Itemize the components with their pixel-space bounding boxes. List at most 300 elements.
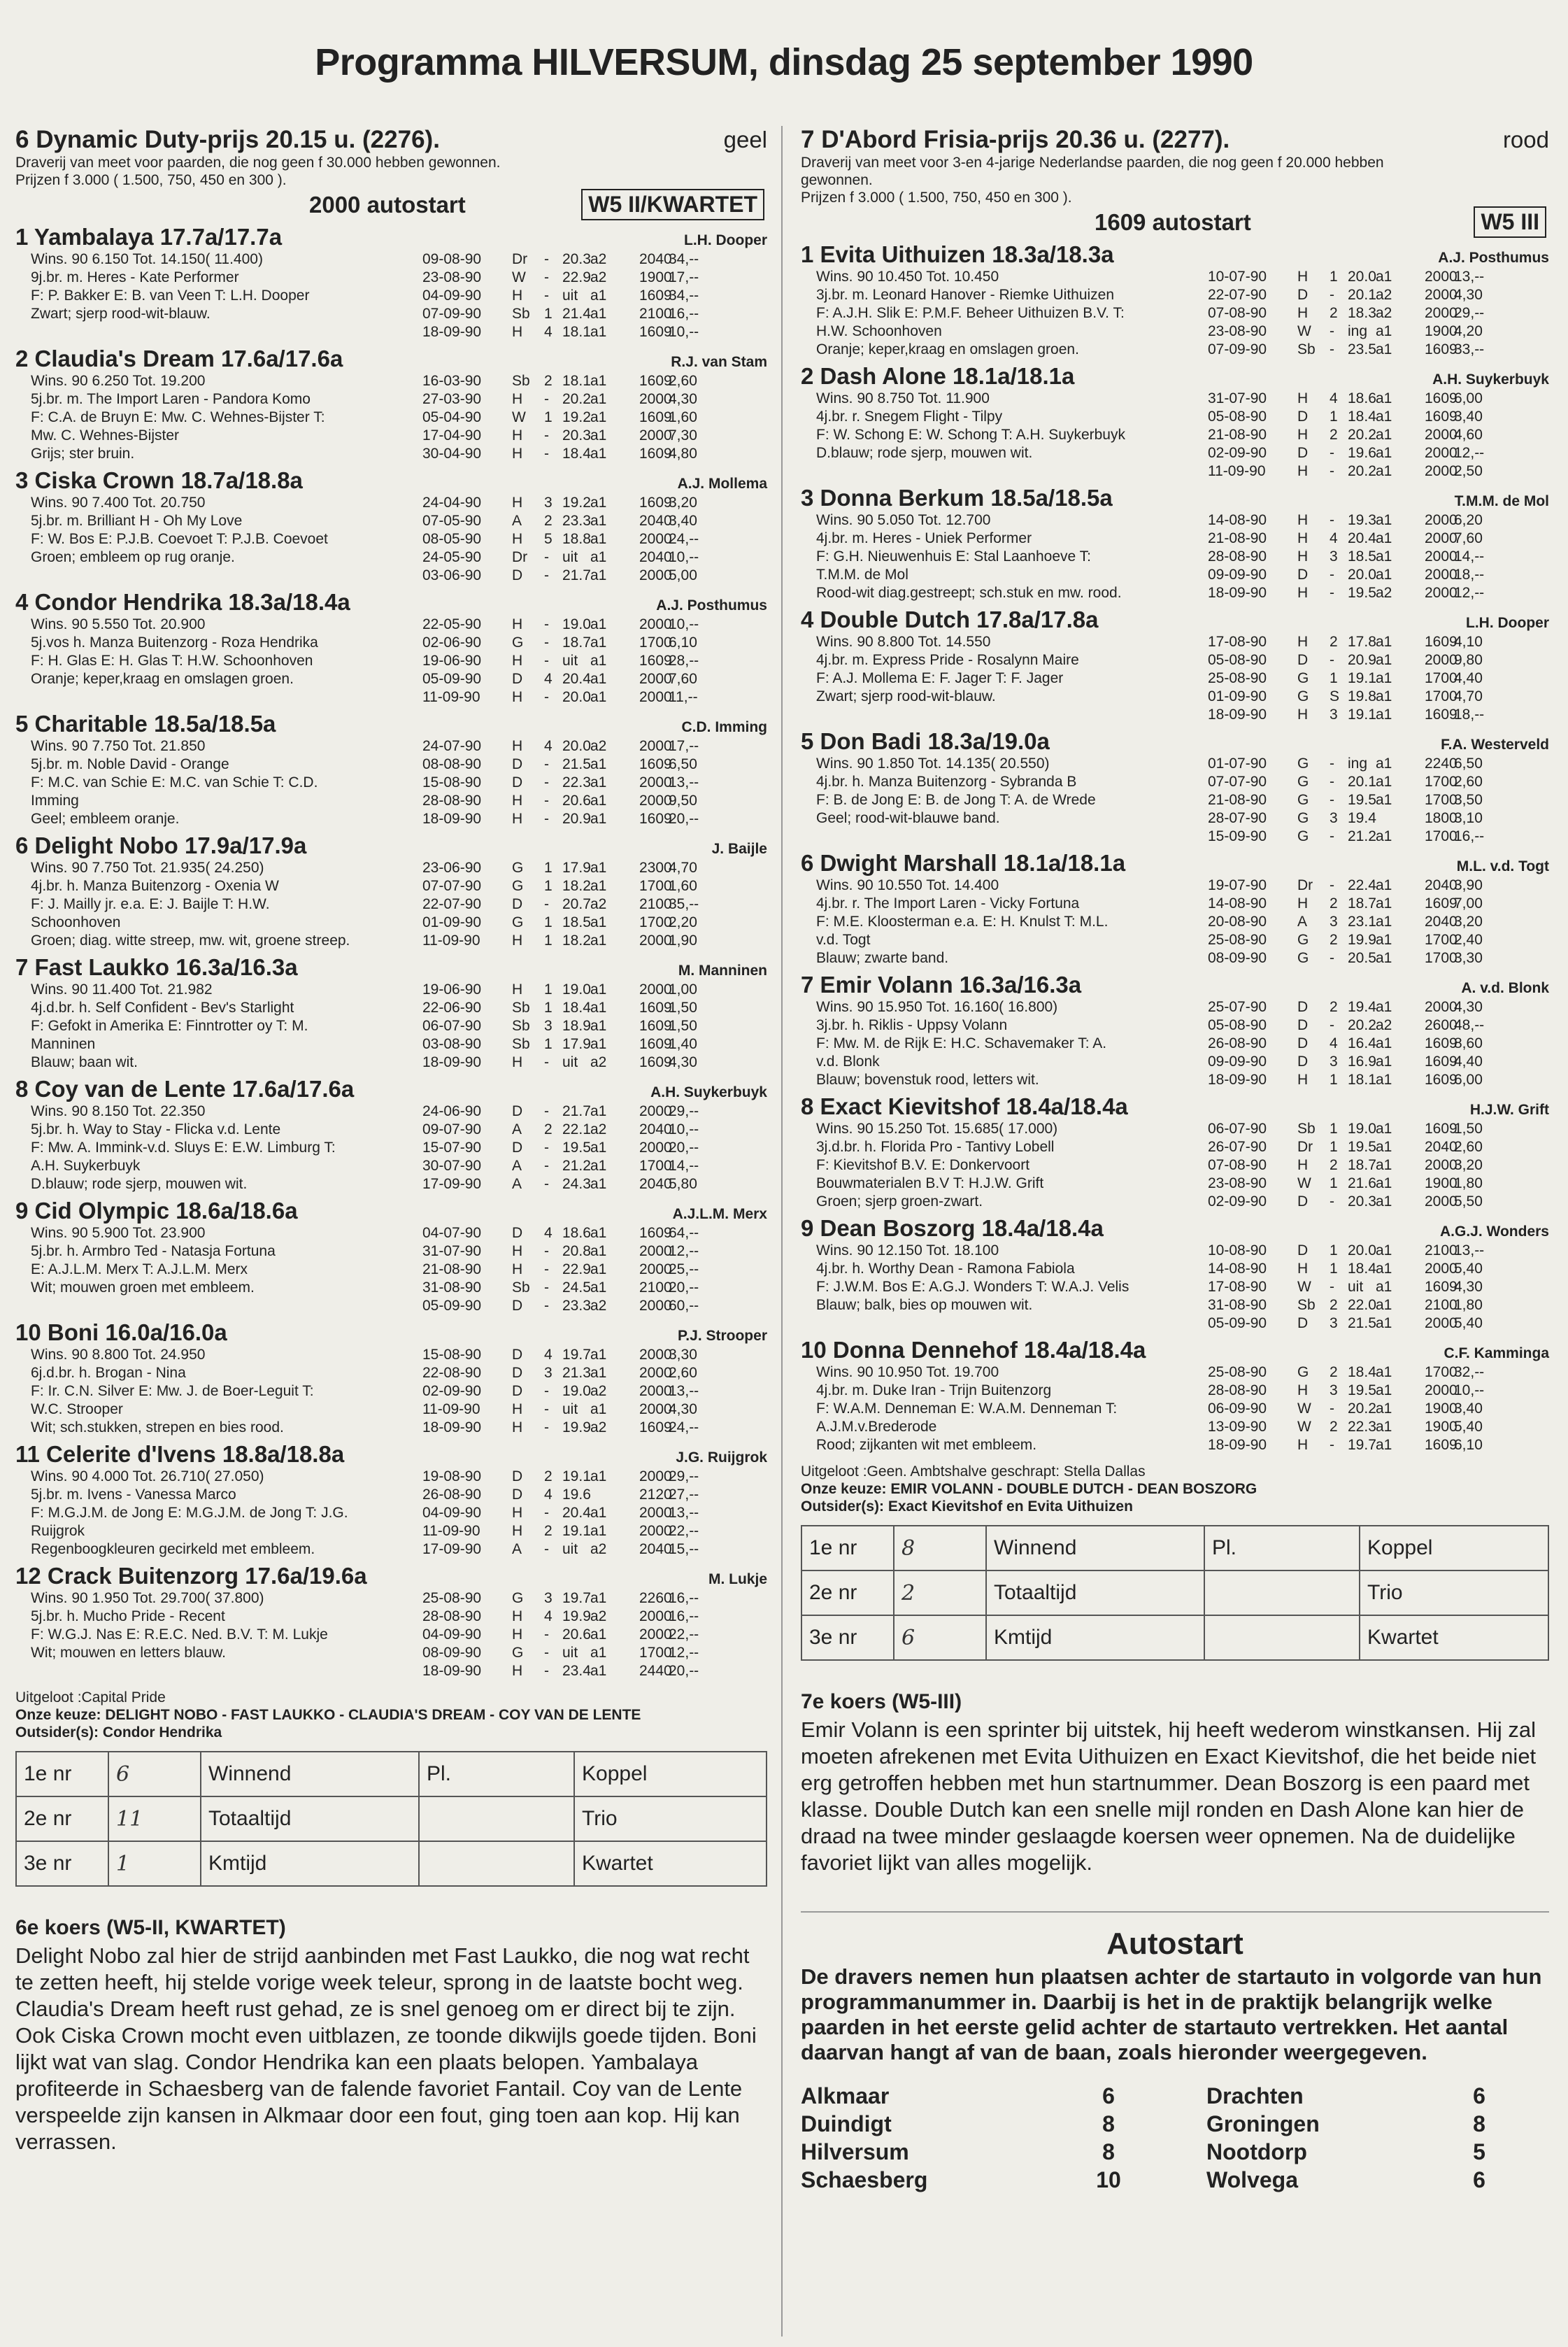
- horse-info-line: v.d. Togt: [816, 932, 871, 948]
- past-runs: [1208, 633, 1549, 724]
- horse-info-line: Blauw; balk, bies op mouwen wit.: [816, 1297, 1033, 1313]
- past-run-row: [422, 548, 767, 567]
- run-cell: 33,--: [1454, 341, 1485, 357]
- run-cell: 1700: [639, 1158, 672, 1174]
- run-cell: 20,--: [669, 1279, 699, 1296]
- run-cell: 20.3: [1348, 1193, 1376, 1210]
- past-run-row: [1208, 895, 1549, 913]
- run-cell: 10,--: [669, 1121, 699, 1137]
- run-cell: 2000: [1425, 445, 1457, 461]
- past-run-row: [1208, 566, 1549, 584]
- horse-info-line: Geel; embleem oranje.: [31, 811, 180, 827]
- horse-body: [15, 1224, 767, 1315]
- combo-label: Kwartet: [1360, 1615, 1548, 1660]
- run-cell: 2100: [1425, 1297, 1457, 1313]
- past-run-row: [422, 494, 767, 512]
- run-cell: 15-09-90: [1208, 828, 1267, 844]
- run-cell: [590, 1486, 639, 1504]
- run-cell: 21.7: [562, 1103, 591, 1119]
- run-cell: a1: [1376, 1072, 1392, 1088]
- right-race-column: [801, 126, 1549, 2194]
- run-cell: 2000: [639, 1243, 672, 1259]
- run-cell: 5,40: [1454, 1315, 1483, 1331]
- run-cell: 04-09-90: [422, 1626, 482, 1643]
- run-cell: Sb: [512, 1279, 530, 1296]
- run-cell: 17-08-90: [1208, 1279, 1267, 1295]
- run-cell: 35,--: [669, 896, 699, 912]
- run-cell: A: [512, 1176, 522, 1192]
- run-cell: a1: [1376, 409, 1392, 425]
- run-cell: a1: [590, 1523, 607, 1539]
- run-cell: 2: [1330, 305, 1338, 321]
- run-cell: G: [1297, 792, 1309, 808]
- run-cell: 11,--: [669, 689, 698, 705]
- run-cell: 18-09-90: [422, 1419, 482, 1435]
- run-cell: -: [544, 1140, 549, 1156]
- run-cell: 19.0: [562, 981, 591, 998]
- run-cell: 04-09-90: [422, 1505, 482, 1521]
- past-run-row: [422, 999, 767, 1017]
- horse-info-line: 5j.br. m. Noble David - Orange: [31, 756, 229, 772]
- horse-info-line: Regenboogkleuren gecirkeld met embleem.: [31, 1541, 315, 1557]
- run-cell: D: [512, 1225, 523, 1241]
- run-cell: 4: [544, 1608, 553, 1624]
- run-cell: 2040: [639, 1121, 672, 1137]
- run-cell: a1: [1376, 530, 1392, 546]
- run-cell: a2: [590, 896, 607, 912]
- run-cell: 20.0: [1348, 1242, 1376, 1258]
- past-run-row: [1208, 706, 1549, 724]
- run-cell: 1700: [1425, 688, 1457, 704]
- run-cell: 1,80: [1454, 1175, 1483, 1191]
- past-run-row: [1208, 322, 1549, 341]
- run-cell: a1: [590, 811, 607, 827]
- run-cell: G: [1297, 810, 1309, 826]
- horse-info-line: Mw. C. Wehnes-Bijster: [31, 427, 179, 444]
- horse-name: 1 Yambalaya 17.7a/17.7a: [15, 224, 283, 250]
- horse-header: [15, 589, 767, 616]
- horse-info: [15, 616, 422, 707]
- past-run-row: [422, 390, 767, 409]
- run-cell: 12,--: [1454, 585, 1485, 601]
- past-run-row: [1208, 1296, 1549, 1314]
- onze-keuze: Onze keuze: EMIR VOLANN - DOUBLE DUTCH - DEAN BOSZORG: [801, 1481, 1257, 1497]
- horse-info-line: Imming: [31, 793, 79, 809]
- run-cell: 1700: [1425, 828, 1457, 844]
- run-cell: 4: [1330, 390, 1338, 406]
- run-cell: Dr: [1297, 877, 1313, 893]
- run-cell: 19.2: [562, 495, 591, 511]
- past-run-row: [422, 1279, 767, 1297]
- past-run-row: [1208, 1035, 1549, 1053]
- run-cell: 14-08-90: [1208, 1261, 1267, 1277]
- horse-info-line: F: G.H. Nieuwenhuis E: Stal Laanhoeve T:: [816, 548, 1091, 565]
- run-cell: 1,50: [669, 1000, 697, 1016]
- run-cell: 3: [1330, 1054, 1338, 1070]
- run-cell: 1: [1330, 1139, 1338, 1155]
- run-cell: 17-08-90: [1208, 634, 1267, 650]
- run-cell: 18.9: [562, 1018, 591, 1034]
- run-cell: 21.4: [562, 306, 591, 322]
- run-cell: 6,00: [1454, 1072, 1483, 1088]
- run-cell: a1: [590, 1645, 607, 1661]
- past-run-row: [1208, 1053, 1549, 1071]
- past-run-row: [422, 1242, 767, 1261]
- run-cell: A: [512, 1158, 522, 1174]
- bet-label: Kmtijd: [986, 1615, 1204, 1660]
- track-count: 6: [1473, 2167, 1485, 2192]
- start-type: 2000 autostart: [309, 192, 466, 218]
- run-cell: 2000: [639, 1347, 672, 1363]
- run-cell: 06-07-90: [422, 1018, 482, 1034]
- run-cell: 4,30: [669, 391, 697, 407]
- horse-entry: [15, 832, 767, 950]
- run-cell: 4,40: [1454, 1054, 1483, 1070]
- horse-entry: [15, 346, 767, 463]
- horse-entry: [15, 1319, 767, 1437]
- run-cell: a1: [1376, 1297, 1392, 1313]
- horse-info-line: Manninen: [31, 1036, 96, 1052]
- run-cell: 31-07-90: [1208, 390, 1267, 406]
- run-cell: -: [1330, 585, 1334, 601]
- run-cell: -: [544, 811, 549, 827]
- run-cell: a1: [590, 1000, 607, 1016]
- run-cell: a1: [1376, 634, 1392, 650]
- horse-info-line: F: B. de Jong E: B. de Jong T: A. de Wrede: [816, 792, 1096, 808]
- run-cell: -: [544, 774, 549, 790]
- run-cell: 6,50: [669, 756, 697, 772]
- run-cell: a1: [590, 373, 607, 389]
- run-cell: 15,--: [669, 1541, 699, 1557]
- past-run-row: [1208, 548, 1549, 566]
- run-cell: 2000: [639, 1103, 672, 1119]
- horse-body: [15, 737, 767, 828]
- run-cell: 2000: [1425, 1261, 1457, 1277]
- run-cell: 28-08-90: [422, 1608, 482, 1624]
- run-cell: 24-04-90: [422, 495, 482, 511]
- run-cell: 2: [1330, 1157, 1338, 1173]
- run-cell: 17,--: [669, 269, 699, 285]
- horse-name: 7 Emir Volann 16.3a/16.3a: [801, 972, 1082, 998]
- run-cell: a1: [590, 1140, 607, 1156]
- run-cell: 2100: [639, 306, 672, 322]
- run-cell: D: [1297, 1193, 1309, 1210]
- horse-info-line: Bouwmaterialen B.V T: H.J.W. Grift: [816, 1175, 1044, 1191]
- run-cell: 2: [544, 373, 553, 389]
- run-cell: 22.9: [562, 269, 591, 285]
- past-run-row: [422, 1139, 767, 1157]
- track-name: Duindigt: [801, 2111, 892, 2136]
- run-cell: 1609: [639, 1419, 672, 1435]
- run-cell: 4: [544, 1225, 553, 1241]
- run-cell: 23.5: [1348, 341, 1376, 357]
- run-cell: -: [544, 446, 549, 462]
- run-cell: Sb: [1297, 1297, 1316, 1313]
- past-run-row: [422, 774, 767, 792]
- run-cell: a1: [1376, 774, 1392, 790]
- run-cell: 25-08-90: [1208, 932, 1267, 948]
- run-cell: 13,--: [669, 1505, 699, 1521]
- horse-info-line: Wins. 90 8.800 Tot. 14.550: [816, 634, 991, 650]
- run-cell: 1609: [639, 811, 672, 827]
- trainer-name: C.D. Imming: [681, 719, 767, 735]
- horse-info-line: Wins. 90 5.550 Tot. 20.900: [31, 616, 206, 632]
- horse-info-line: D.blauw; rode sjerp, mouwen wit.: [31, 1176, 248, 1192]
- run-cell: -: [1330, 323, 1334, 339]
- position-label: 3e nr: [801, 1615, 894, 1660]
- run-cell: 1609: [1425, 1054, 1457, 1070]
- run-cell: G: [1297, 1364, 1309, 1380]
- horse-body: [801, 390, 1549, 481]
- past-run-row: [422, 914, 767, 932]
- run-cell: 05-09-90: [1208, 1315, 1267, 1331]
- run-cell: 21-08-90: [422, 1261, 482, 1277]
- run-cell: 19.7: [1348, 1437, 1376, 1453]
- run-cell: G: [512, 860, 524, 876]
- run-cell: a1: [590, 531, 607, 547]
- past-run-row: [1208, 408, 1549, 426]
- run-cell: 2260: [639, 1590, 672, 1606]
- run-cell: A: [512, 513, 522, 529]
- race-conditions: Prijzen f 3.000 ( 1.500, 750, 450 en 300 ).: [15, 172, 287, 188]
- run-cell: 08-09-90: [1208, 950, 1267, 966]
- run-cell: 2040: [1425, 877, 1457, 893]
- past-run-row: [422, 1297, 767, 1315]
- run-cell: 1609: [1425, 1072, 1457, 1088]
- run-cell: 10,--: [669, 324, 699, 340]
- run-cell: 20.2: [1348, 1401, 1376, 1417]
- run-cell: 20.3: [562, 251, 591, 267]
- run-cell: H: [512, 1243, 523, 1259]
- horse-header: [15, 954, 767, 981]
- run-cell: 2000: [1425, 305, 1457, 321]
- horse-info-line: A.H. Suykerbuyk: [31, 1158, 141, 1174]
- run-cell: 1609: [1425, 1437, 1457, 1453]
- run-cell: 17,--: [669, 738, 699, 754]
- place-label: Pl.: [1204, 1526, 1360, 1570]
- run-cell: 2000: [1425, 1193, 1457, 1210]
- horse-header: [801, 1215, 1549, 1242]
- run-cell: a1: [590, 1103, 607, 1119]
- run-cell: -: [1330, 463, 1334, 479]
- horse-header: [15, 1319, 767, 1346]
- run-cell: 20.2: [1348, 427, 1376, 443]
- run-cell: 02-09-90: [1208, 1193, 1267, 1210]
- run-cell: a1: [590, 1036, 607, 1052]
- run-cell: 9,80: [1454, 652, 1483, 668]
- past-run-row: [422, 372, 767, 390]
- run-cell: 22-05-90: [422, 616, 482, 632]
- horse-header: [15, 711, 767, 737]
- run-cell: 27,--: [669, 1487, 699, 1503]
- run-cell: 3,40: [669, 513, 697, 529]
- run-cell: H: [512, 427, 523, 444]
- run-cell: 1609: [1425, 341, 1457, 357]
- run-cell: a1: [590, 933, 607, 949]
- run-cell: 2600: [1425, 1017, 1457, 1033]
- run-cell: 2: [1330, 427, 1338, 443]
- past-run-row: [422, 1401, 767, 1419]
- run-cell: 1,40: [669, 1036, 697, 1052]
- run-cell: 19.7: [562, 1347, 591, 1363]
- horse-name: 1 Evita Uithuizen 18.3a/18.3a: [801, 241, 1114, 267]
- run-cell: 22-07-90: [1208, 287, 1267, 303]
- run-cell: 20.5: [1348, 950, 1376, 966]
- run-cell: 18.4: [562, 1000, 591, 1016]
- past-run-row: [1208, 1278, 1549, 1296]
- past-run-row: [1208, 791, 1549, 809]
- past-runs: [1208, 268, 1549, 359]
- run-cell: a1: [590, 446, 607, 462]
- run-cell: 21-08-90: [1208, 427, 1267, 443]
- horse-info-line: Rood; zijkanten wit met embleem.: [816, 1437, 1037, 1453]
- run-cell: 1609: [1425, 390, 1457, 406]
- run-cell: H: [1297, 427, 1309, 443]
- run-cell: 1700: [639, 914, 672, 930]
- past-run-row: [1208, 286, 1549, 304]
- run-cell: 07-07-90: [422, 878, 482, 894]
- horse-info-line: F: Ir. C.N. Silver E: Mw. J. de Boer-Leguit T:: [31, 1383, 314, 1399]
- run-cell: 16.4: [1348, 1035, 1376, 1051]
- past-run-row: [1208, 1242, 1549, 1260]
- run-cell: 34,--: [669, 288, 699, 304]
- run-cell: -: [544, 1505, 549, 1521]
- run-cell: a1: [1376, 895, 1392, 912]
- run-cell: Sb: [512, 306, 530, 322]
- horse-entry: [801, 485, 1549, 602]
- horse-info-line: F: Mw. A. Immink-v.d. Sluys E: E.W. Limburg T:: [31, 1140, 336, 1156]
- horse-entry: [801, 728, 1549, 846]
- trainer-name: A.J. Posthumus: [656, 597, 767, 614]
- run-cell: 16.9: [1348, 1054, 1376, 1070]
- run-cell: 1609: [639, 1054, 672, 1070]
- past-run-row: [422, 1346, 767, 1364]
- horse-info-line: 3j.d.br. h. Florida Pro - Tantivy Lobell: [816, 1139, 1055, 1155]
- run-cell: H: [1297, 548, 1309, 565]
- run-cell: -: [544, 616, 549, 632]
- run-cell: 10,--: [669, 616, 699, 632]
- run-cell: D: [1297, 1035, 1309, 1051]
- run-cell: 6,10: [1454, 1437, 1483, 1453]
- run-cell: D: [1297, 1315, 1309, 1331]
- past-run-row: [1208, 268, 1549, 286]
- run-cell: 2000: [639, 1140, 672, 1156]
- horse-header: [801, 607, 1549, 633]
- run-cell: 18,--: [1454, 707, 1485, 723]
- past-run-row: [422, 1364, 767, 1382]
- run-cell: 09-07-90: [422, 1121, 482, 1137]
- horse-info-line: Wins. 90 15.250 Tot. 15.685( 17.000): [816, 1121, 1058, 1137]
- run-cell: a1: [1376, 1139, 1392, 1155]
- run-cell: 4,30: [1454, 999, 1483, 1015]
- run-cell: 2: [1330, 932, 1338, 948]
- run-cell: 4,70: [669, 860, 697, 876]
- run-cell: 34,--: [669, 251, 699, 267]
- run-cell: 2000: [1425, 585, 1457, 601]
- past-run-row: [422, 1261, 767, 1279]
- trainer-name: A.G.J. Wonders: [1440, 1224, 1549, 1240]
- run-cell: 2000: [639, 1298, 672, 1314]
- run-cell: 2: [1330, 1419, 1338, 1435]
- run-cell: a2: [590, 1608, 607, 1624]
- run-cell: 18.7: [1348, 1157, 1376, 1173]
- run-cell: 5,40: [1454, 1261, 1483, 1277]
- run-cell: 1700: [639, 878, 672, 894]
- run-cell: 18-09-90: [422, 324, 482, 340]
- run-cell: a1: [1376, 932, 1392, 948]
- run-cell: 19.7: [562, 1590, 591, 1606]
- run-cell: a1: [1376, 1315, 1392, 1331]
- run-cell: 1,90: [669, 933, 697, 949]
- past-run-row: [422, 1175, 767, 1193]
- past-run-row: [1208, 341, 1549, 359]
- run-cell: a2: [590, 1121, 607, 1137]
- run-cell: a1: [1376, 269, 1392, 285]
- run-cell: W: [512, 409, 526, 425]
- run-cell: 7,60: [1454, 530, 1483, 546]
- run-cell: 20.6: [562, 793, 591, 809]
- run-cell: H: [512, 391, 523, 407]
- run-cell: 01-09-90: [422, 914, 482, 930]
- run-cell: 14-08-90: [1208, 512, 1267, 528]
- run-cell: 20.0: [1348, 269, 1376, 285]
- run-cell: 19.1: [562, 1523, 591, 1539]
- run-cell: 2040: [1425, 914, 1457, 930]
- horse-info: [15, 1468, 422, 1559]
- past-run-row: [422, 932, 767, 950]
- horse-info-line: F: W.A.M. Denneman E: W.A.M. Denneman T:: [816, 1401, 1118, 1417]
- run-cell: 07-05-90: [422, 513, 482, 529]
- left-race-column: [15, 126, 767, 2155]
- run-cell: 28-08-90: [1208, 548, 1267, 565]
- horse-info-line: Schoonhoven: [31, 914, 121, 930]
- horse-info-line: F: A.J.H. Slik E: P.M.F. Beheer Uithuizen B.V. T:: [816, 305, 1125, 321]
- run-cell: 2040: [639, 251, 672, 267]
- horse-info-line: Ruijgrok: [31, 1523, 85, 1539]
- run-cell: 48,--: [1454, 1017, 1485, 1033]
- run-cell: uit: [562, 1054, 578, 1070]
- run-cell: 19.5: [1348, 1139, 1376, 1155]
- run-cell: 2000: [1425, 427, 1457, 443]
- run-cell: 21.2: [562, 1158, 591, 1174]
- run-cell: 07-09-90: [422, 306, 482, 322]
- run-cell: 18.4: [1348, 1364, 1376, 1380]
- run-cell: H: [1297, 634, 1309, 650]
- past-run-row: [422, 877, 767, 895]
- run-cell: 2040: [1425, 1139, 1457, 1155]
- run-cell: a1: [1376, 1279, 1392, 1295]
- run-cell: 02-09-90: [1208, 445, 1267, 461]
- horse-entry: [801, 607, 1549, 724]
- run-cell: 2,60: [669, 1365, 697, 1381]
- run-cell: a1: [1376, 1261, 1392, 1277]
- run-cell: 25-08-90: [1208, 670, 1267, 686]
- race-comment: [801, 1689, 1549, 1876]
- run-cell: -: [1330, 1193, 1334, 1210]
- past-run-row: [422, 895, 767, 914]
- run-cell: 19.9: [562, 1419, 591, 1435]
- horse-entry: [15, 1198, 767, 1315]
- past-runs: [422, 1589, 767, 1680]
- run-cell: 4: [544, 1487, 553, 1503]
- run-cell: 18.1: [562, 373, 591, 389]
- run-cell: 10-08-90: [1208, 1242, 1267, 1258]
- trainer-name: M. Manninen: [678, 963, 767, 979]
- run-cell: -: [1330, 828, 1334, 844]
- run-cell: H: [512, 793, 523, 809]
- run-cell: -: [544, 1279, 549, 1296]
- run-cell: 3: [1330, 1382, 1338, 1398]
